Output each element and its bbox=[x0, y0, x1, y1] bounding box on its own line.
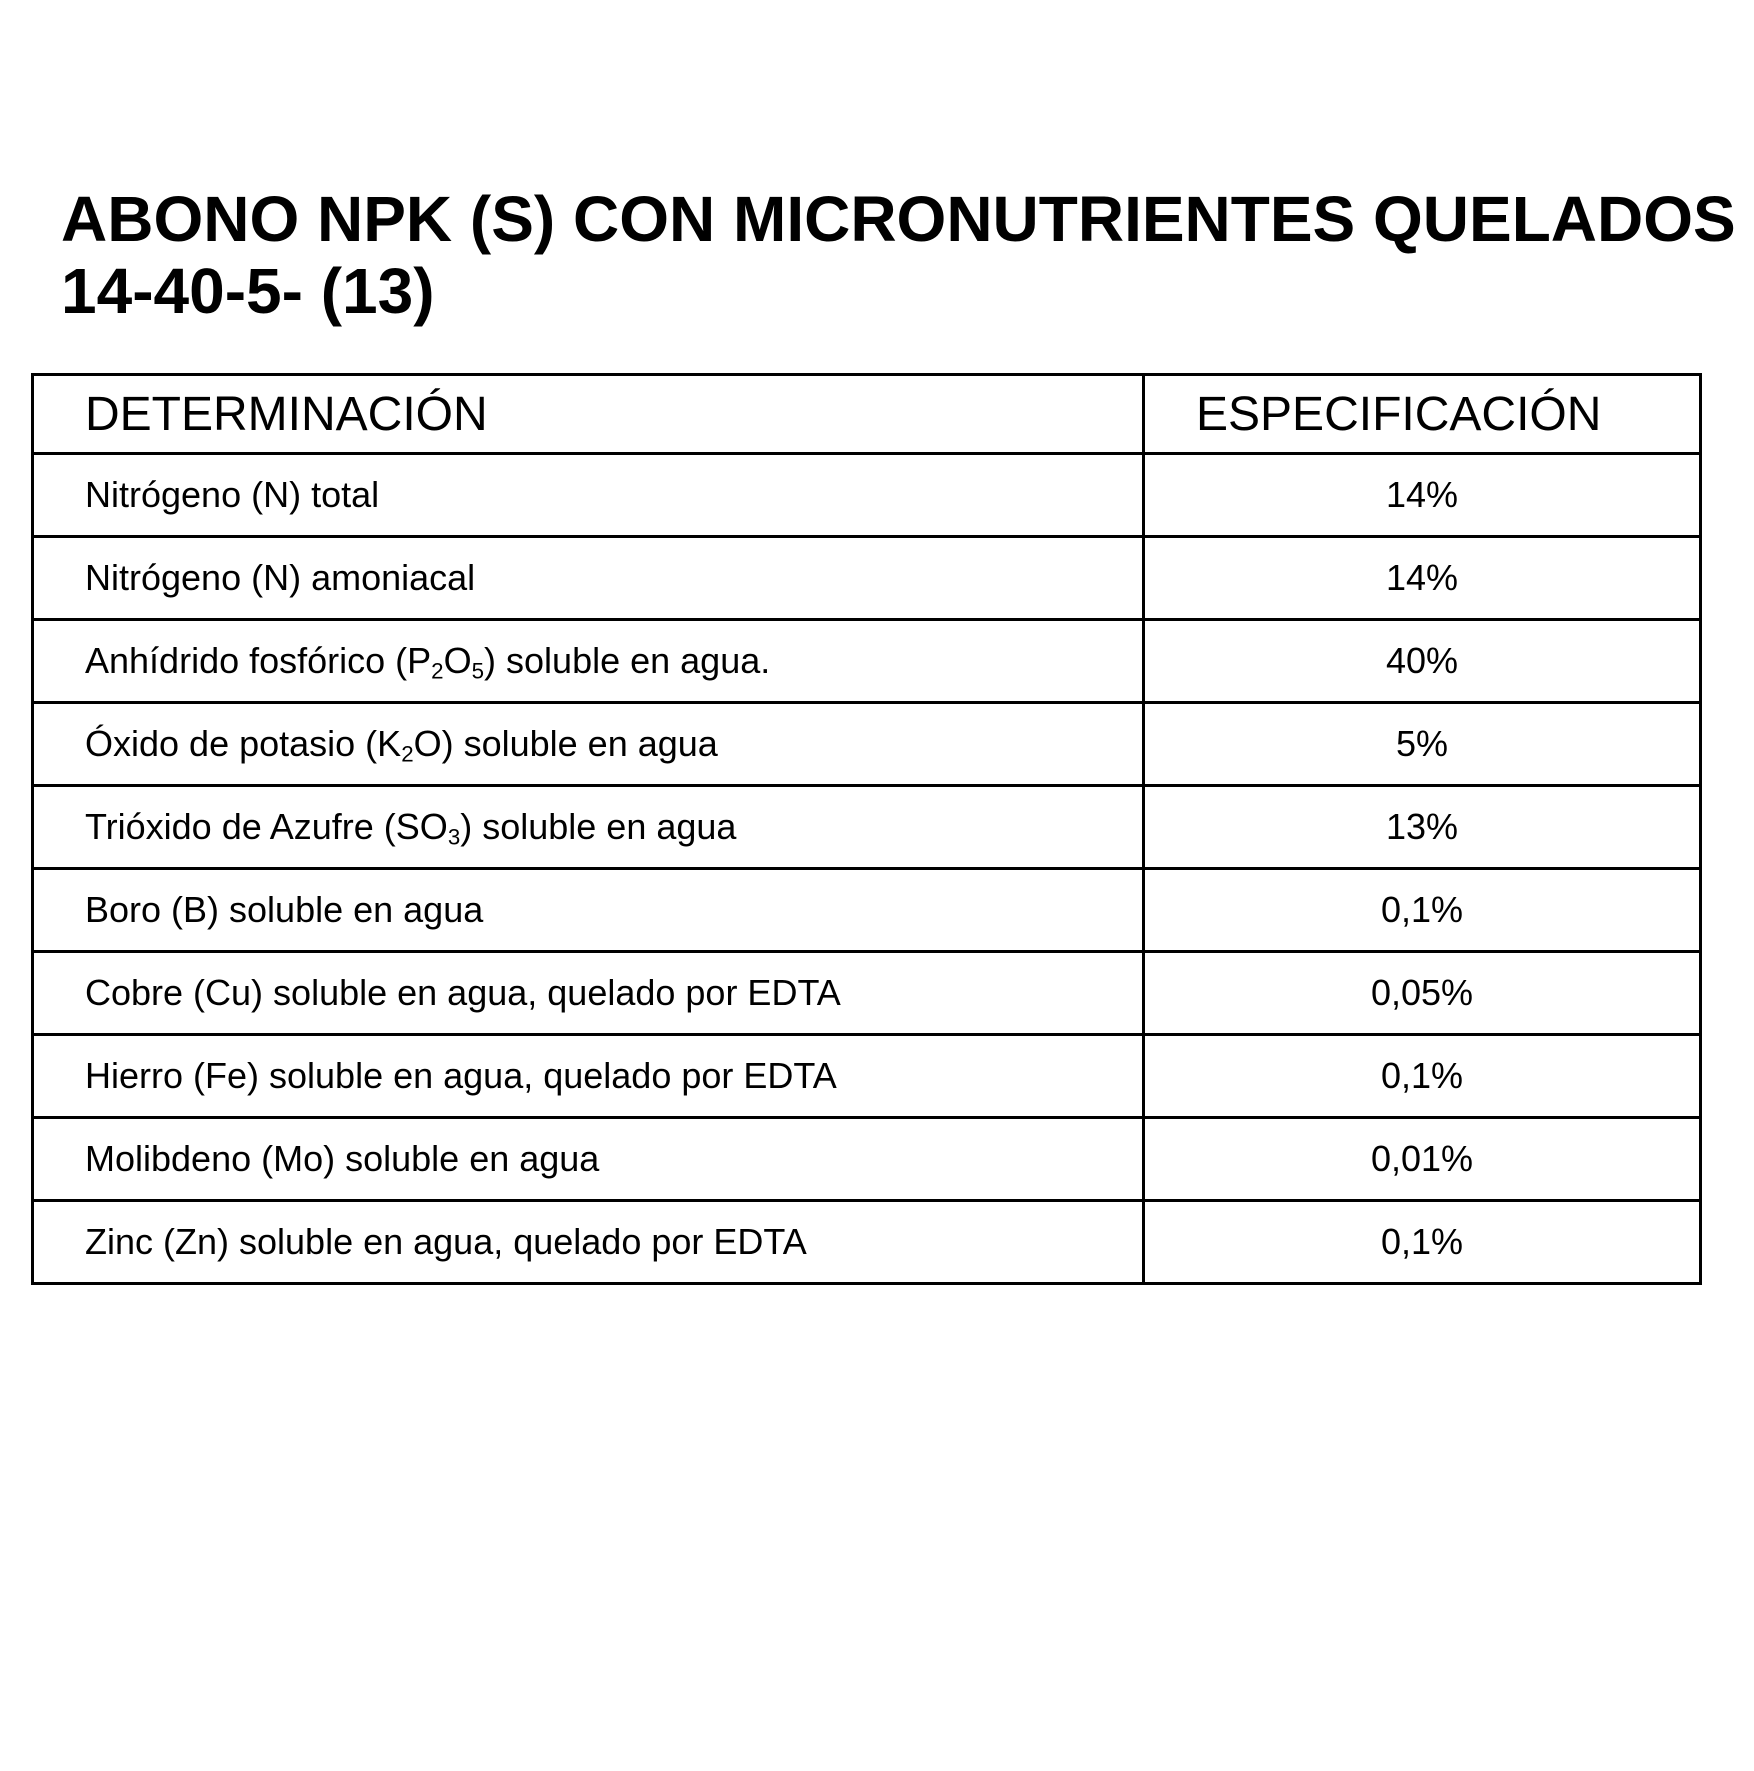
row-value: 0,1% bbox=[1144, 869, 1701, 952]
header-determinacion: DETERMINACIÓN bbox=[33, 375, 1144, 454]
row-value: 40% bbox=[1144, 620, 1701, 703]
row-value: 0,01% bbox=[1144, 1118, 1701, 1201]
table-row bbox=[33, 703, 1701, 786]
row-value: 0,1% bbox=[1144, 1035, 1701, 1118]
row-label: Zinc (Zn) soluble en agua, quelado por EDTA bbox=[33, 1201, 1144, 1284]
title-line-1: ABONO NPK (S) CON MICRONUTRIENTES QUELADOS bbox=[61, 183, 1736, 255]
row-label: Molibdeno (Mo) soluble en agua bbox=[33, 1118, 1144, 1201]
row-value: 5% bbox=[1144, 703, 1701, 786]
table-row bbox=[33, 454, 1701, 537]
row-label: Nitrógeno (N) total bbox=[33, 454, 1144, 537]
row-label: Trióxido de Azufre $(SO_3)$ soluble en agua bbox=[33, 786, 1144, 869]
row-label: Óxido de potasio $(K_2O)$ soluble en agua bbox=[33, 703, 1144, 786]
table-header-row bbox=[33, 375, 1701, 454]
table-row bbox=[33, 786, 1701, 869]
title-line-2: 14-40-5- (13) bbox=[61, 255, 435, 327]
table-row bbox=[33, 537, 1701, 620]
row-value: 14% bbox=[1144, 537, 1701, 620]
table-row bbox=[33, 620, 1701, 703]
row-label: Hierro (Fe) soluble en agua, quelado por EDTA bbox=[33, 1035, 1144, 1118]
row-value: 13% bbox=[1144, 786, 1701, 869]
table-row bbox=[33, 952, 1701, 1035]
header-especificacion: ESPECIFICACIÓN bbox=[1144, 375, 1701, 454]
row-label: Cobre (Cu) soluble en agua, quelado por EDTA bbox=[33, 952, 1144, 1035]
row-value: 0,1% bbox=[1144, 1201, 1701, 1284]
table-row bbox=[33, 1035, 1701, 1118]
row-label: Nitrógeno (N) amoniacal bbox=[33, 537, 1144, 620]
specification-table bbox=[31, 373, 1702, 1285]
row-value: 14% bbox=[1144, 454, 1701, 537]
table-row bbox=[33, 1118, 1701, 1201]
row-label: Anhídrido fosfórico $(P_2O_5)$ soluble en agua. bbox=[33, 620, 1144, 703]
page-title bbox=[61, 183, 1736, 327]
table-row bbox=[33, 869, 1701, 952]
table-row bbox=[33, 1201, 1701, 1284]
row-label: Boro (B) soluble en agua bbox=[33, 869, 1144, 952]
row-value: 0,05% bbox=[1144, 952, 1701, 1035]
